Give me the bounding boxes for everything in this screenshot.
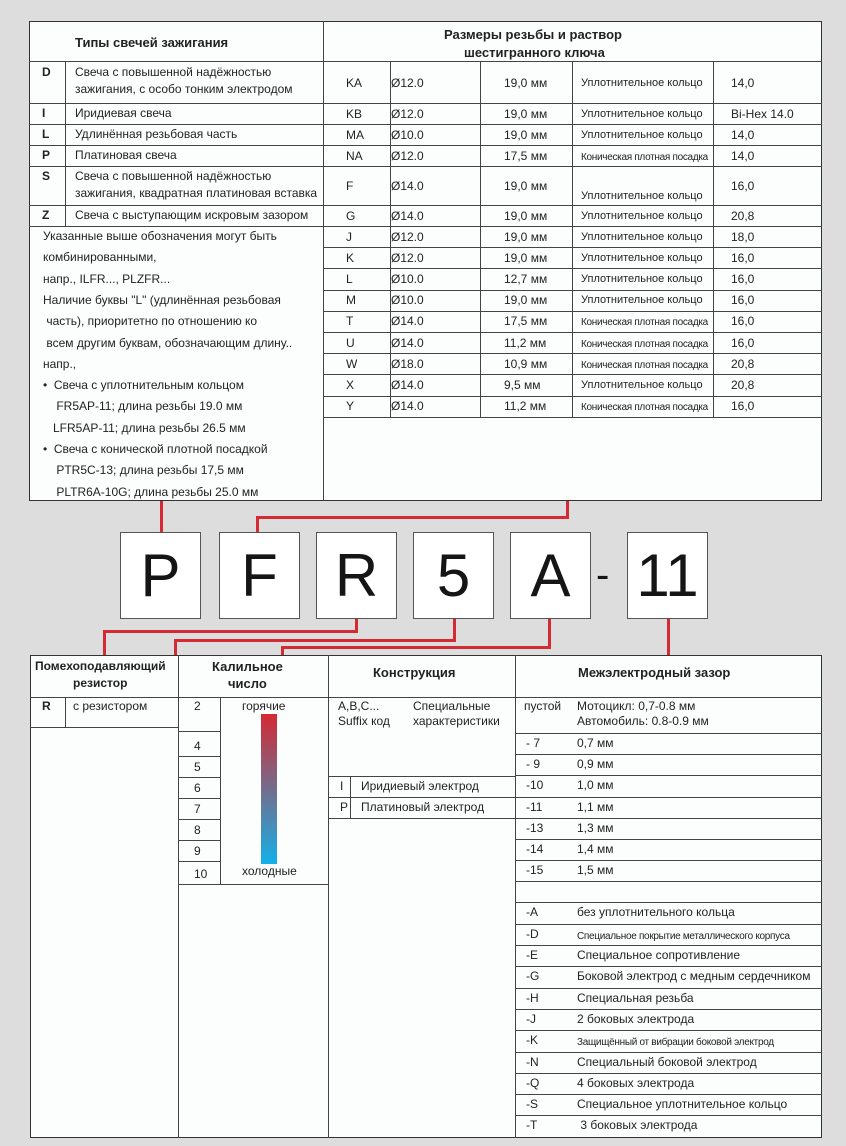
thread-length: 11,2 мм: [504, 399, 547, 414]
divider: [515, 775, 822, 776]
gap-desc: 1,1 мм: [577, 799, 614, 814]
gap-desc: 0,9 мм: [577, 757, 614, 772]
hex-size: 16,0: [731, 250, 755, 265]
suffix-code-label-1: A,B,C...: [338, 699, 380, 713]
plug-type-code: Z: [42, 208, 50, 222]
thread-length: 19,0 мм: [504, 250, 548, 265]
hex-size: 16,0: [731, 335, 755, 350]
seat-type: Уплотнительное кольцо: [581, 128, 703, 141]
code-char-construction: A: [510, 532, 591, 619]
note-line: FR5AP-11; длина резьбы 19.0 мм: [43, 399, 243, 414]
seat-type: Коническая плотная посадка: [581, 359, 708, 371]
thread-diameter: Ø14.0: [391, 314, 424, 329]
plug-type-code: L: [42, 127, 50, 141]
plug-type-desc: зажигания, квадратная платиновая вставка: [75, 186, 318, 200]
thread-length: 11,2 мм: [504, 335, 547, 350]
thread-length: 17,5 мм: [504, 148, 548, 163]
divider: [350, 776, 351, 818]
connector-5: [174, 639, 456, 642]
hex-size: 20,8: [731, 356, 755, 371]
seat-type: Уплотнительное кольцо: [581, 76, 703, 89]
code-char-heat: 5: [413, 532, 494, 619]
divider: [515, 945, 822, 946]
connector-f: [256, 516, 569, 519]
thread-diameter: Ø14.0: [391, 178, 424, 193]
heat-title-2: число: [228, 676, 267, 691]
divider: [515, 860, 822, 861]
plug-type-desc: Иридиевая свеча: [75, 106, 172, 120]
hex-size: 16,0: [731, 272, 755, 286]
note-line: напр.,: [43, 356, 77, 371]
gap-suffix-code: -G: [526, 969, 540, 984]
thread-length: 19,0 мм: [504, 127, 548, 142]
divider: [29, 103, 323, 104]
divider: [515, 1030, 822, 1031]
heat-hot-label: горячие: [242, 699, 286, 713]
seat-type: Уплотнительное кольцо: [581, 251, 703, 264]
divider: [178, 840, 220, 841]
plug-type-desc: Свеча с повышенной надёжностью: [75, 65, 272, 79]
gap-code: -10: [526, 778, 544, 793]
thread-code: L: [346, 272, 353, 286]
gap-suffix-code: -E: [526, 948, 538, 962]
divider: [515, 988, 822, 989]
divider: [29, 226, 323, 227]
divider: [178, 798, 220, 799]
seat-type: Уплотнительное кольцо: [581, 107, 703, 120]
divider: [390, 61, 391, 417]
suffix-code-label-2: Suffix код: [338, 714, 390, 728]
connector-5: [174, 639, 177, 656]
heat-value: 5: [194, 760, 201, 774]
gap-suffix-code: -H: [526, 990, 539, 1005]
thread-diameter: Ø12.0: [391, 75, 424, 90]
thread-diameter: Ø12.0: [391, 229, 424, 244]
divider: [515, 797, 822, 798]
heat-cold-label: холодные: [242, 864, 297, 878]
hex-size: 18,0: [731, 229, 755, 244]
thread-diameter: Ø14.0: [391, 399, 424, 414]
gap-desc: 1,3 мм: [577, 820, 614, 835]
note-line: PLTR6A-10G; длина резьбы 25.0 мм: [43, 484, 259, 499]
resistor-title-2: резистор: [73, 676, 128, 690]
hex-size: 14,0: [731, 127, 755, 142]
seat-type: Уплотнительное кольцо: [581, 230, 703, 243]
divider: [515, 733, 822, 734]
divider: [515, 839, 822, 840]
thread-sizes-title-2: шестигранного ключа: [464, 45, 605, 60]
connector-r: [103, 630, 358, 633]
gap-code: - 7: [526, 736, 541, 750]
resistor-code: R: [42, 699, 51, 713]
code-char-type: P: [120, 532, 201, 619]
divider: [515, 924, 822, 925]
code-char-thread: F: [219, 532, 300, 619]
connector-11: [667, 619, 670, 656]
thread-diameter: Ø12.0: [391, 148, 424, 163]
construction-code: P: [340, 800, 349, 814]
divider: [572, 61, 573, 417]
gap-suffix-code: -N: [526, 1054, 539, 1069]
thread-length: 19,0 мм: [504, 229, 548, 244]
gap-desc: 1,4 мм: [577, 842, 614, 856]
thread-code: MA: [346, 127, 364, 142]
heat-value: 9: [194, 844, 201, 858]
divider: [30, 697, 822, 698]
divider: [29, 166, 323, 167]
divider: [178, 731, 220, 732]
gap-suffix-code: -J: [526, 1011, 536, 1026]
divider: [220, 697, 221, 885]
thread-sizes-title-1: Размеры резьбы и раствор: [444, 27, 622, 42]
thread-code: J: [346, 229, 352, 244]
thread-code: KB: [346, 106, 363, 121]
thread-length: 17,5 мм: [504, 314, 548, 329]
gap-suffix-code: -T: [526, 1118, 538, 1133]
suffix-desc-1: Специальные: [413, 699, 491, 713]
hex-size: Bi-Hex 14.0: [731, 106, 794, 121]
gap-desc: Мотоцикл: 0,7-0.8 мм: [577, 699, 696, 713]
connector-a: [548, 619, 551, 649]
hex-size: 20,8: [731, 378, 755, 392]
thread-diameter: Ø14.0: [391, 378, 424, 392]
hex-size: 14,0: [731, 148, 755, 163]
thread-length: 19,0 мм: [504, 178, 548, 193]
divider: [178, 861, 220, 862]
divider: [515, 754, 822, 755]
seat-type: Уплотнительное кольцо: [581, 273, 703, 285]
divider: [178, 655, 179, 1138]
gap-desc: 1,0 мм: [577, 778, 614, 793]
plug-type-desc: Удлинённая резьбовая часть: [75, 127, 238, 141]
seat-type: Уплотнительное кольцо: [581, 209, 703, 222]
gap-code: -11: [526, 799, 543, 814]
divider: [29, 205, 323, 206]
plug-type-code: I: [42, 106, 46, 120]
gap-code: -13: [526, 820, 544, 835]
heat-value: 2: [194, 699, 201, 713]
gap-suffix-desc: Специальное уплотнительное кольцо: [577, 1097, 788, 1112]
note-line: всем другим буквам, обозначающим длину..: [43, 335, 293, 350]
thread-diameter: Ø12.0: [391, 106, 424, 121]
note-line: часть), приоритетно по отношению ко: [43, 314, 258, 329]
thread-code: NA: [346, 148, 363, 163]
thread-diameter: Ø18.0: [391, 356, 424, 371]
divider: [29, 61, 822, 62]
thread-diameter: Ø14.0: [391, 208, 424, 223]
thread-code: Y: [346, 399, 355, 414]
thread-length: 19,0 мм: [504, 208, 548, 223]
thread-diameter: Ø12.0: [391, 250, 424, 265]
gap-suffix-desc: Специальное сопротивление: [577, 948, 741, 962]
thread-code: X: [346, 378, 355, 392]
thread-diameter: Ø10.0: [391, 293, 424, 308]
gap-code: - 9: [526, 757, 541, 772]
note-line: напр., ILFR..., PLZFR...: [43, 271, 171, 286]
divider: [328, 655, 329, 1138]
divider: [480, 61, 481, 417]
gap-code: -15: [526, 863, 544, 878]
plug-types-title: Типы свечей зажигания: [75, 35, 229, 50]
gap-suffix-desc: без уплотнительного кольца: [577, 905, 735, 920]
gap-desc: 0,7 мм: [577, 736, 614, 750]
hex-size: 16,0: [731, 293, 755, 308]
thread-code: K: [346, 250, 355, 265]
divider: [178, 819, 220, 820]
seat-type: Коническая плотная посадка: [581, 151, 708, 163]
code-separator: -: [596, 553, 610, 597]
seat-type: Уплотнительное кольцо: [581, 294, 703, 307]
divider: [30, 727, 178, 728]
divider: [328, 797, 515, 798]
connector-p: [160, 501, 163, 533]
divider: [515, 1009, 822, 1010]
thread-length: 9,5 мм: [504, 378, 541, 392]
thread-code: KA: [346, 75, 363, 90]
divider: [178, 756, 220, 757]
gap-suffix-code: -A: [526, 905, 538, 920]
gap-suffix-code: -Q: [526, 1075, 540, 1090]
divider: [178, 777, 220, 778]
gap-suffix-desc: 3 боковых электрода: [577, 1118, 698, 1133]
divider: [515, 902, 822, 903]
gap-code: пустой: [524, 699, 562, 713]
seat-type: Коническая плотная посадка: [581, 317, 708, 329]
note-line: LFR5AP-11; длина резьбы 26.5 мм: [43, 420, 246, 435]
heat-value: 10: [194, 867, 208, 881]
heat-value: 4: [194, 739, 201, 753]
divider: [29, 124, 323, 125]
plug-type-code: P: [42, 148, 51, 162]
plug-type-desc: Платиновая свеча: [75, 148, 177, 162]
divider: [65, 697, 66, 728]
connector-a: [281, 646, 551, 649]
connector-r: [103, 630, 106, 656]
thread-length: 19,0 мм: [504, 75, 548, 90]
gap-desc: Автомобиль: 0.8-0.9 мм: [577, 714, 709, 728]
construction-desc: Иридиевый электрод: [361, 779, 479, 793]
seat-type: Коническая плотная посадка: [581, 402, 708, 414]
hex-size: 14,0: [731, 75, 755, 90]
heat-value: 8: [194, 823, 201, 837]
divider: [328, 818, 515, 819]
plug-type-code: S: [42, 169, 51, 183]
gap-title: Межэлектродный зазор: [578, 665, 731, 680]
divider: [515, 1073, 822, 1074]
gap-suffix-desc: Специальная резьба: [577, 990, 694, 1005]
thread-length: 19,0 мм: [504, 293, 548, 308]
thread-code: W: [346, 356, 358, 371]
gap-suffix-code: -D: [526, 926, 539, 941]
gap-suffix-desc: Специальный боковой электрод: [577, 1054, 757, 1069]
note-line: PTR5C-13; длина резьбы 17,5 мм: [43, 463, 244, 478]
thread-code: T: [346, 314, 354, 329]
thread-length: 19,0 мм: [504, 106, 548, 121]
heat-title-1: Калильное: [212, 659, 283, 674]
note-line: комбинированными,: [43, 250, 157, 265]
divider: [515, 1115, 822, 1116]
hex-size: 20,8: [731, 208, 755, 223]
gap-suffix-desc: 4 боковых электрода: [577, 1075, 695, 1090]
divider: [515, 1052, 822, 1053]
thread-length: 12,7 мм: [504, 272, 548, 286]
hex-size: 16,0: [731, 314, 755, 329]
divider: [29, 145, 323, 146]
heat-value: 6: [194, 781, 201, 795]
divider: [65, 61, 66, 226]
divider: [323, 21, 324, 501]
thread-code: F: [346, 178, 354, 193]
code-char-resistor: R: [316, 532, 397, 619]
note-line: Указанные выше обозначения могут быть: [43, 229, 277, 243]
note-line: • Свеча с конической плотной посадкой: [43, 442, 268, 456]
gap-code: -14: [526, 842, 544, 856]
divider: [515, 966, 822, 967]
gap-suffix-desc: Специальное покрытие металлического корпуса: [577, 930, 790, 942]
gap-suffix-code: -S: [526, 1097, 538, 1112]
plug-type-desc: Свеча с повышенной надёжностью: [75, 169, 272, 183]
divider: [515, 881, 822, 882]
hex-size: 16,0: [731, 399, 755, 414]
plug-type-desc: Свеча с выступающим искровым зазором: [75, 208, 309, 222]
construction-desc: Платиновый электрод: [361, 800, 485, 814]
divider: [178, 884, 328, 885]
thread-code: G: [346, 208, 356, 223]
gap-suffix-code: -K: [526, 1033, 538, 1048]
seat-type: Коническая плотная посадка: [581, 338, 708, 350]
connector-f: [256, 516, 259, 533]
heat-value: 7: [194, 802, 201, 816]
thread-length: 10,9 мм: [504, 356, 548, 371]
divider: [515, 818, 822, 819]
code-char-gap: 11: [627, 532, 708, 619]
heat-gradient-bar: [261, 714, 277, 864]
thread-diameter: Ø14.0: [391, 335, 424, 350]
gap-suffix-desc: Защищённый от вибрации боковой электрод: [577, 1037, 774, 1049]
thread-diameter: Ø10.0: [391, 127, 424, 142]
seat-type: Уплотнительное кольцо: [581, 379, 703, 391]
resistor-title-1: Помехоподавляющий: [35, 659, 166, 673]
thread-code: U: [346, 335, 355, 350]
divider: [328, 776, 515, 777]
thread-code: M: [346, 293, 356, 308]
note-line: Наличие буквы "L" (удлинённая резьбовая: [43, 292, 281, 307]
divider: [713, 61, 714, 417]
plug-type-desc: зажигания, с особо тонким электродом: [75, 82, 293, 96]
divider: [323, 417, 822, 418]
divider: [515, 1094, 822, 1095]
suffix-desc-2: характеристики: [413, 714, 500, 728]
hex-size: 16,0: [731, 178, 755, 193]
construction-code: I: [340, 779, 344, 793]
divider: [515, 655, 516, 1138]
thread-diameter: Ø10.0: [391, 272, 424, 286]
gap-suffix-desc: 2 боковых электрода: [577, 1011, 695, 1026]
gap-suffix-desc: Боковой электрод с медным сердечником: [577, 969, 811, 984]
seat-type: Уплотнительное кольцо: [581, 190, 703, 202]
plug-type-code: D: [42, 65, 51, 79]
note-line: • Свеча с уплотнительным кольцом: [43, 378, 244, 393]
resistor-desc: с резистором: [73, 699, 148, 713]
construction-title: Конструкция: [373, 665, 456, 680]
gap-desc: 1,5 мм: [577, 863, 614, 878]
